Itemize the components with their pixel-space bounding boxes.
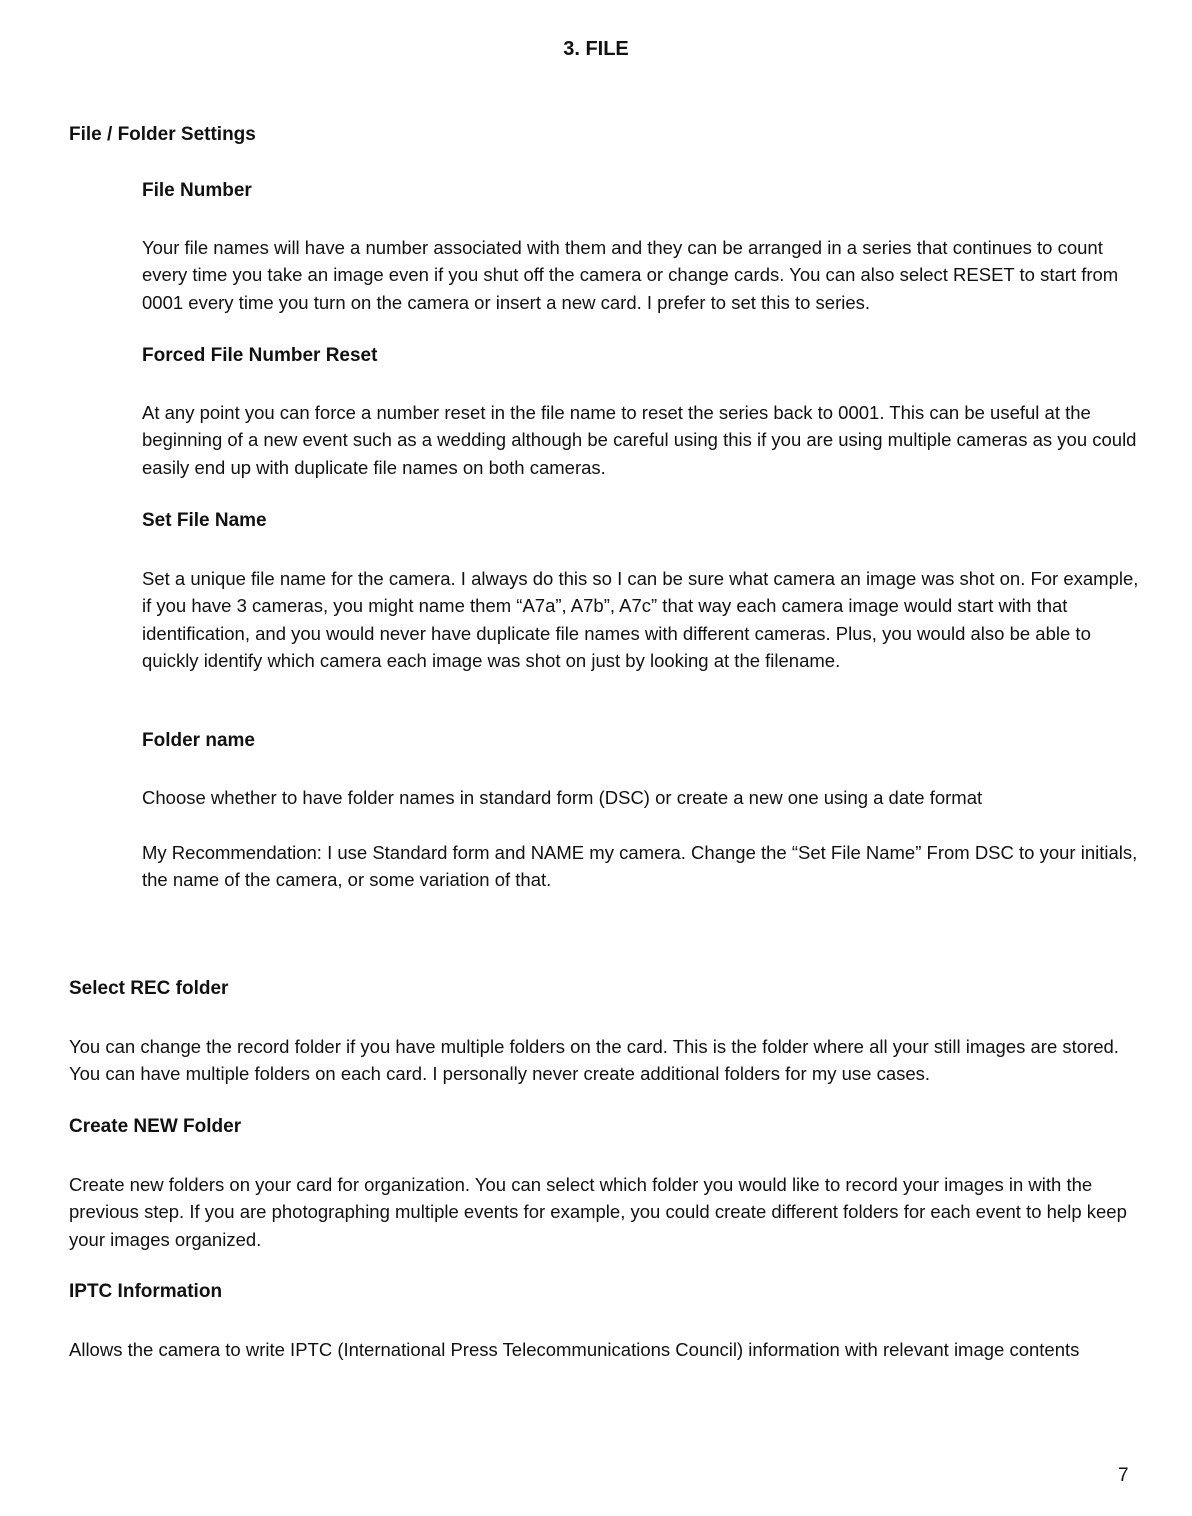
paragraph-select-rec-folder: You can change the record folder if you have multiple folders on the card. This is the folder where all your still images are stored. You can have multiple folders on each card. I personally never create additional folders for my use cases. (69, 1036, 1119, 1085)
paragraph-file-number: Your file names will have a number associated with them and they can be arranged in a series that continues to count every time you take an image even if you shut off the camera or change cards. You can also select RESET to start from 0001 every time you turn on the camera or insert a new card. I prefer to set this to series. (142, 237, 1119, 313)
section-heading-create-new-folder: Create NEW Folder (69, 1116, 242, 1137)
paragraph-create-new-folder: Create new folders on your card for organization. You can select which folder you would like to record your images in with the previous step. If you are photographing multiple events for example, you could create different folders for each event to help keep your images organized. (69, 1174, 1127, 1250)
subheading-file-number: File Number (142, 180, 252, 201)
subheading-forced-file-number-reset: Forced File Number Reset (142, 345, 378, 366)
page-title: 3. FILE (563, 38, 629, 60)
subheading-folder-name: Folder name (142, 730, 255, 751)
paragraph-recommendation: My Recommendation: I use Standard form and NAME my camera. Change the “Set File Name” From DSC to your initials, the name of the camera, or some variation of that. (142, 842, 1138, 891)
page-number: 7 (1118, 1465, 1129, 1486)
section-heading-iptc-information: IPTC Information (69, 1281, 223, 1302)
paragraph-forced-file-number-reset: At any point you can force a number reset in the file name to reset the series back to 0001. This can be useful at the beginning of a new event such as a wedding although be careful using this if you are using multiple cameras as you could easily end up with duplicate file names on both cameras. (142, 402, 1137, 478)
paragraph-folder-name: Choose whether to have folder names in standard form (DSC) or create a new one using a date format (142, 787, 983, 808)
paragraph-iptc-information: Allows the camera to write IPTC (International Press Telecommunications Council) information with relevant image contents (69, 1339, 1080, 1360)
subheading-set-file-name: Set File Name (142, 510, 267, 531)
section-heading-file-folder-settings: File / Folder Settings (69, 124, 256, 145)
section-heading-select-rec-folder: Select REC folder (69, 978, 229, 999)
paragraph-set-file-name: Set a unique file name for the camera. I always do this so I can be sure what camera an image was shot on. For example, if you have 3 cameras, you might name them “A7a”, A7b”, A7c” that way each camera image would start with that identification, and you would never have duplicate file names with different cameras. Plus, you would also be able to quickly identify which camera each image was shot on just by looking at the filename. (142, 568, 1139, 671)
